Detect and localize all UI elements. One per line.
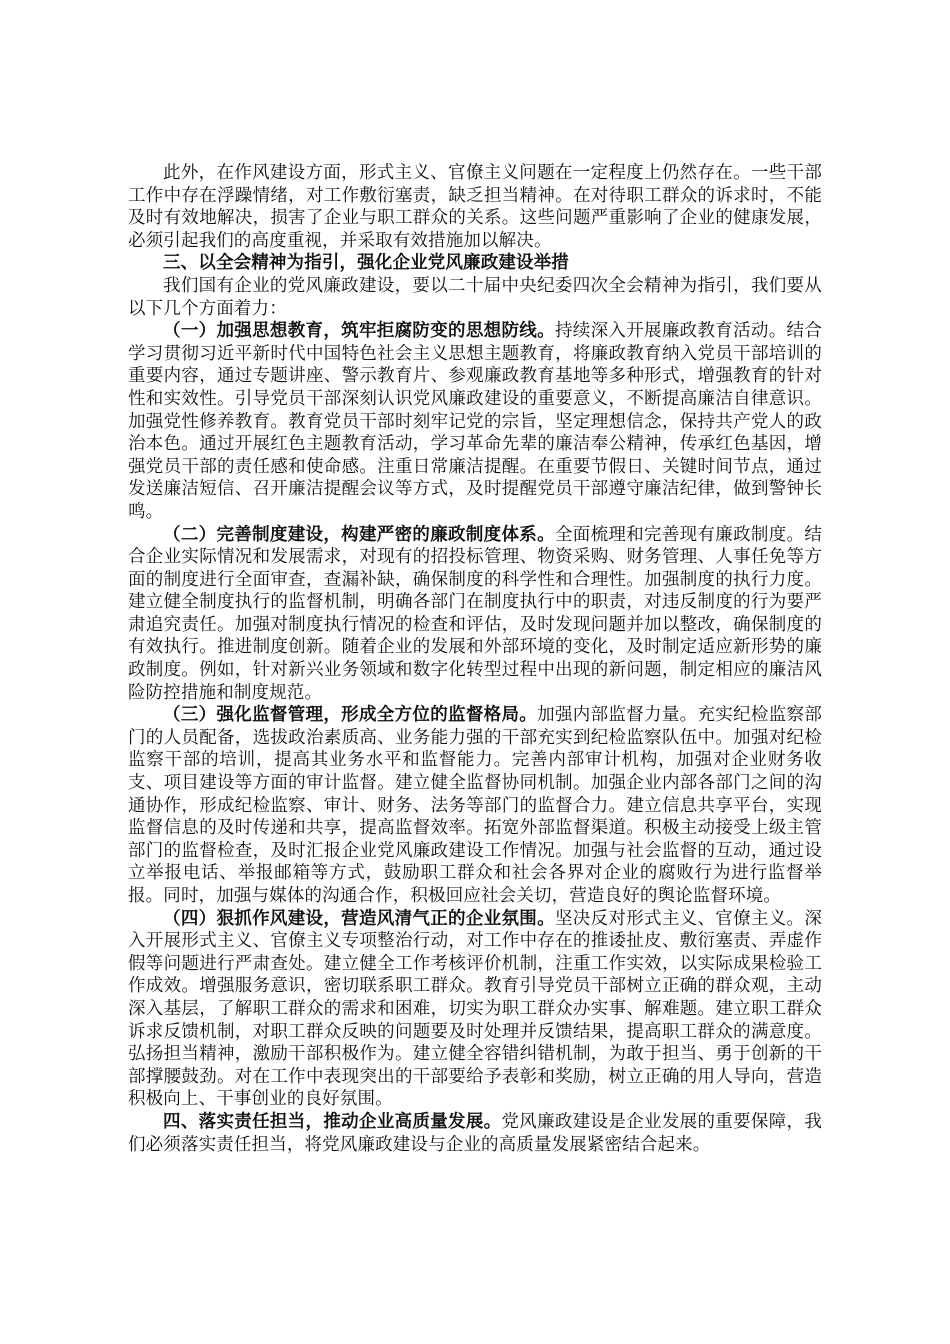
document-page	[128, 162, 822, 1156]
paragraph-supervision	[128, 704, 822, 907]
paragraph-intro-measures: 我们国有企业的党风廉政建设，要以二十届中央纪委四次全会精神为指引，我们要从以下几个方面着力：	[128, 275, 822, 319]
section-heading-three: 三、以全会精神为指引，强化企业党风廉政建设举措	[163, 253, 569, 274]
subheading-one: （一）加强思想教育，筑牢拒腐防变的思想防线。	[163, 321, 555, 342]
paragraph-style-issues: 此外，在作风建设方面，形式主义、官僚主义问题在一定程度上仍然存在。一些干部工作中存在浮躁情绪，对工作敷衍塞责，缺乏担当精神。在对待职工群众的诉求时，不能及时有效地解决，损害了企业与职工群众的关系。这些问题严重影响了企业的健康发展，必须引起我们的高度重视，并采取有效措施加以解决。	[128, 163, 822, 251]
subsection-four-body: 坚决反对形式主义、官僚主义。深入开展形式主义、官僚主义专项整治行动，对工作中存在的推诿扯皮、敷衍塞责、弄虚作假等问题进行严肃查处。建立健全工作考核评价机制，注重工作实效，以实际成果检验工作成效。增强服务意识，密切联系职工群众。教育引导党员干部树立正确的群众观，主动深入基层，了解职工群众的需求和困难，切实为职工群众办实事、解难题。建立职工群众诉求反馈机制，对职工群众反映的问题要及时处理并反馈结果，提高职工群众的满意度。弘扬担当精神，激励干部积极作为。建立健全容错纠错机制，为敢于担当、勇于创新的干部撑腰鼓劲。对在工作中表现突出的干部要给予表彰和奖励，树立正确的用人导向，营造积极向上、干事创业的良好氛围。	[128, 908, 822, 1110]
subheading-two: （二）完善制度建设，构建严密的廉政制度体系。	[163, 524, 555, 545]
subsection-two-body: 全面梳理和完善现有廉政制度。结合企业实际情况和发展需求，对现有的招投标管理、物资采购、财务管理、人事任免等方面的制度进行全面审查，查漏补缺，确保制度的科学性和合理性。加强制度的执行力度。建立健全制度执行的监督机制，明确各部门在制度执行中的职责，对违反制度的行为要严肃追究责任。加强对制度执行情况的检查和评估，及时发现问题并加以整改，确保制度的有效执行。推进制度创新。随着企业的发展和外部环境的变化，及时制定适应新形势的廉政制度。例如，针对新兴业务领域和数字化转型过程中出现的新问题，制定相应的廉洁风险防控措施和制度规范。	[128, 524, 822, 703]
subsection-three-body: 加强内部监督力量。充实纪检监察部门的人员配备，选拔政治素质高、业务能力强的干部充实到纪检监察队伍中。加强对纪检监察干部的培训，提高其业务水平和监督能力。完善内部审计机构，加强对企业财务收支、项目建设等方面的审计监督。建立健全监督协同机制。加强企业内部各部门之间的沟通协作，形成纪检监察、审计、财务、法务等部门的监督合力。建立信息共享平台，实现监督信息的及时传递和共享，提高监督效率。拓宽外部监督渠道。积极主动接受上级主管部门的监督检查，及时汇报企业党风廉政建设工作情况。加强与社会监督的互动，通过设立举报电话、举报邮箱等方式，鼓励职工群众和社会各界对企业的腐败行为进行监督举报。同时，加强与媒体的沟通合作，积极回应社会关切，营造良好的舆论监督环境。	[128, 705, 822, 906]
section-heading-four: 四、落实责任担当，推动企业高质量发展。	[163, 1111, 502, 1132]
section-four-body: 党风廉政建设是企业发展的重要保障，我们必须落实责任担当，将党风廉政建设与企业的高质量发展紧密结合起来。	[128, 1111, 822, 1155]
paragraph-ideological-education	[128, 320, 822, 523]
paragraph-system-building	[128, 524, 822, 705]
subsection-one-body: 持续深入开展廉政教育活动。结合学习贯彻习近平新时代中国特色社会主义思想主题教育，将廉政教育纳入党员干部培训的重要内容，通过专题讲座、警示教育片、参观廉政教育基地等多种形式，增强教育的针对性和实效性。引导党员干部深刻认识党风廉政建设的重要意义，不断提高廉洁自律意识。加强党性修养教育。教育党员干部时刻牢记党的宗旨，坚定理想信念，保持共产党人的政治本色。通过开展红色主题教育活动，学习革命先辈的廉洁奉公精神，传承红色基因，增强党员干部的责任感和使命感。注重日常廉洁提醒。在重要节假日、关键时间节点，通过发送廉洁短信、召开廉洁提醒会议等方式，及时提醒党员干部遵守廉洁纪律，做到警钟长鸣。	[128, 321, 822, 522]
paragraph-work-style	[128, 908, 822, 1111]
paragraph-responsibility	[128, 1111, 822, 1156]
subheading-three: （三）强化监督管理，形成全方位的监督格局。	[163, 705, 538, 726]
subheading-four: （四）狠抓作风建设，营造风清气正的企业氛围。	[163, 908, 555, 929]
